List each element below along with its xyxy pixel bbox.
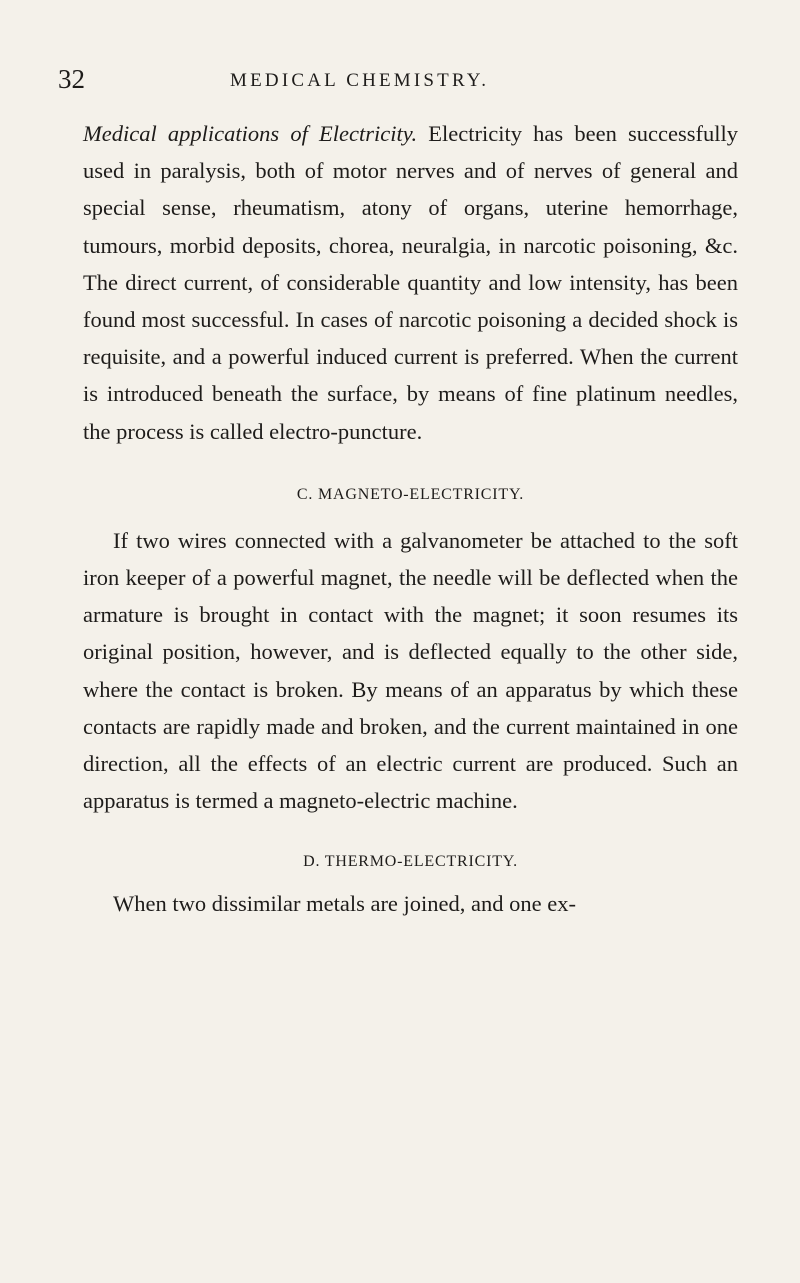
body-text: [83, 115, 738, 923]
paragraph-thermo-electricity: When two dissimilar metals are joined, and one ex-: [113, 891, 576, 917]
paragraph-medical-applications: [83, 115, 738, 450]
running-head: [58, 62, 738, 96]
paragraph-magneto-electricity: If two wires connected with a galvanometer be attached to the soft iron keeper of a powerful magnet, the needle will be deflected when the armature is brought in contact with the magnet; it soon resumes its original position, however, and is deflected equally to the other side, where the contact is broken. By means of an apparatus by which these contacts are rapidly made and broken, and the current maintained in one direction, all the effects of an electric current are produced. Such an apparatus is termed a magneto-electric machine.: [83, 527, 738, 814]
page-number: 32: [58, 64, 85, 94]
running-title: MEDICAL CHEMISTRY.: [230, 70, 490, 91]
section-heading-thermo-electricity: D. THERMO-ELECTRICITY.: [303, 853, 518, 871]
paragraph-lead-heading: Medical applications of Electricity.: [83, 121, 418, 146]
section-heading-magneto-electricity: C. MAGNETO-ELECTRICITY.: [296, 485, 525, 503]
paragraph-text: Electricity has been successfully used in paralysis, both of motor nerves and of nerves of general and special sense, rheumatism, atony of organs, uterine hemorrhage, tumours, morbid deposits, chorea, neuralgia, in narcotic poisoning, &c. The direct current, of considerable quantity and low intensity, has been found most successful. In cases of narcotic poisoning a decided shock is requisite, and a powerful induced current is preferred. When the current is introduced beneath the surface, by means of fine platinum needles, the process is called electro-puncture.: [83, 121, 738, 444]
